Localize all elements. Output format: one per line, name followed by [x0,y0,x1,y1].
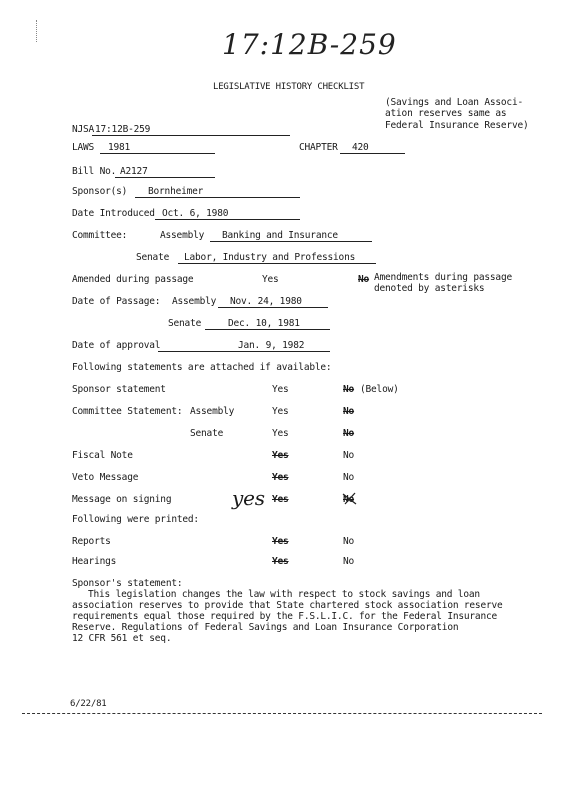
page-title: LEGISLATIVE HISTORY CHECKLIST [213,82,365,92]
hearings-no: No [343,556,355,567]
attached-heading: Following statements are attached if available: [72,362,332,373]
passage-assembly-label: Assembly [172,296,217,307]
passage-senate-underline [205,329,330,330]
hearings-yes-struck: Yes [272,556,289,567]
amended-yes: Yes [262,274,279,285]
message-signing-no-struck: No [343,494,355,505]
njsa-underline [92,135,290,136]
reports-label: Reports [72,536,111,547]
sponsor-value: Bornheimer [148,186,204,197]
committee-statement-assembly: Assembly [190,406,235,417]
amended-no-struck: No [358,274,370,285]
message-signing-yes-struck: Yes [272,494,289,505]
passage-senate-value: Dec. 10, 1981 [228,318,300,329]
amended-note-1: Amendments during passage [374,272,512,283]
sponsor-label: Sponsor(s) [72,186,128,197]
footer-dashed-rule [22,713,542,714]
note-line-2: ation reserves same as [385,108,507,119]
statement-line-3: requirements equal those required by the F.S.L.I.C. for the Federal Insurance [72,611,498,622]
sponsor-statement-heading: Sponsor's statement: [72,578,183,589]
chapter-label: CHAPTER [299,142,338,153]
note-line-1: (Savings and Loan Associ- [385,97,523,108]
approval-underline [158,351,330,352]
statement-line-1: This legislation changes the law with respect to stock savings and loan [88,589,480,600]
fiscal-note-label: Fiscal Note [72,450,133,461]
introduced-underline [155,219,300,220]
introduced-label: Date Introduced [72,208,155,219]
footer-date: 6/22/81 [70,699,107,709]
passage-assembly-underline [218,307,328,308]
committee-label: Committee: [72,230,128,241]
chapter-value: 420 [352,142,369,153]
committee-senate-no-struck: No [343,428,355,439]
fiscal-note-yes-struck: Yes [272,450,289,461]
senate-committee-underline [178,263,376,264]
passage-assembly-value: Nov. 24, 1980 [230,296,302,307]
sponsor-statement-label: Sponsor statement [72,384,166,395]
approval-label: Date of approval [72,340,161,351]
introduced-value: Oct. 6, 1980 [162,208,229,219]
printed-heading: Following were printed: [72,514,199,525]
veto-message-no: No [343,472,355,483]
handwritten-yes: yes [232,486,265,510]
committee-statement-label: Committee Statement: [72,406,183,417]
laws-label: LAWS [72,142,95,153]
assembly-committee-underline [210,241,372,242]
senate-committee-value: Labor, Industry and Professions [184,252,356,263]
statement-line-4: Reserve. Regulations of Federal Savings and Loan Insurance Corporation [72,622,459,633]
bill-underline [115,177,215,178]
passage-label: Date of Passage: [72,296,161,307]
laws-underline [100,153,215,154]
veto-message-label: Veto Message [72,472,139,483]
margin-mark [36,20,38,42]
passage-senate-label: Senate [168,318,202,329]
sponsor-statement-yes: Yes [272,384,289,395]
chapter-underline [340,153,405,154]
njsa-value: 17:12B-259 [95,124,151,135]
hearings-label: Hearings [72,556,117,567]
committee-senate-label: Senate [136,252,170,263]
committee-senate-yes: Yes [272,428,289,439]
message-signing-label: Message on signing [72,494,172,505]
no-scribble-mark [342,492,358,506]
reports-no: No [343,536,355,547]
veto-message-yes-struck: Yes [272,472,289,483]
statement-line-5: 12 CFR 561 et seq. [72,633,172,644]
sponsor-statement-extra: (Below) [360,384,399,395]
sponsor-underline [135,197,300,198]
assembly-committee-value: Banking and Insurance [222,230,338,241]
amended-label: Amended during passage [72,274,194,285]
statement-line-2: association reserves to provide that State chartered stock association reserve [72,600,503,611]
committee-statement-senate: Senate [190,428,224,439]
sponsor-statement-no-struck: No [343,384,355,395]
note-line-3: Federal Insurance Reserve) [385,120,529,131]
committee-assembly-no-struck: No [343,406,355,417]
committee-assembly-yes: Yes [272,406,289,417]
njsa-label: NJSA [72,124,95,135]
handwritten-doc-number: 17:12B-259 [222,28,397,61]
bill-value: A2127 [120,166,148,177]
committee-assembly-label: Assembly [160,230,205,241]
bill-label: Bill No. [72,166,117,177]
laws-value: 1981 [108,142,131,153]
fiscal-note-no: No [343,450,355,461]
reports-yes-struck: Yes [272,536,289,547]
amended-note-2: denoted by asterisks [374,283,485,294]
approval-value: Jan. 9, 1982 [238,340,305,351]
